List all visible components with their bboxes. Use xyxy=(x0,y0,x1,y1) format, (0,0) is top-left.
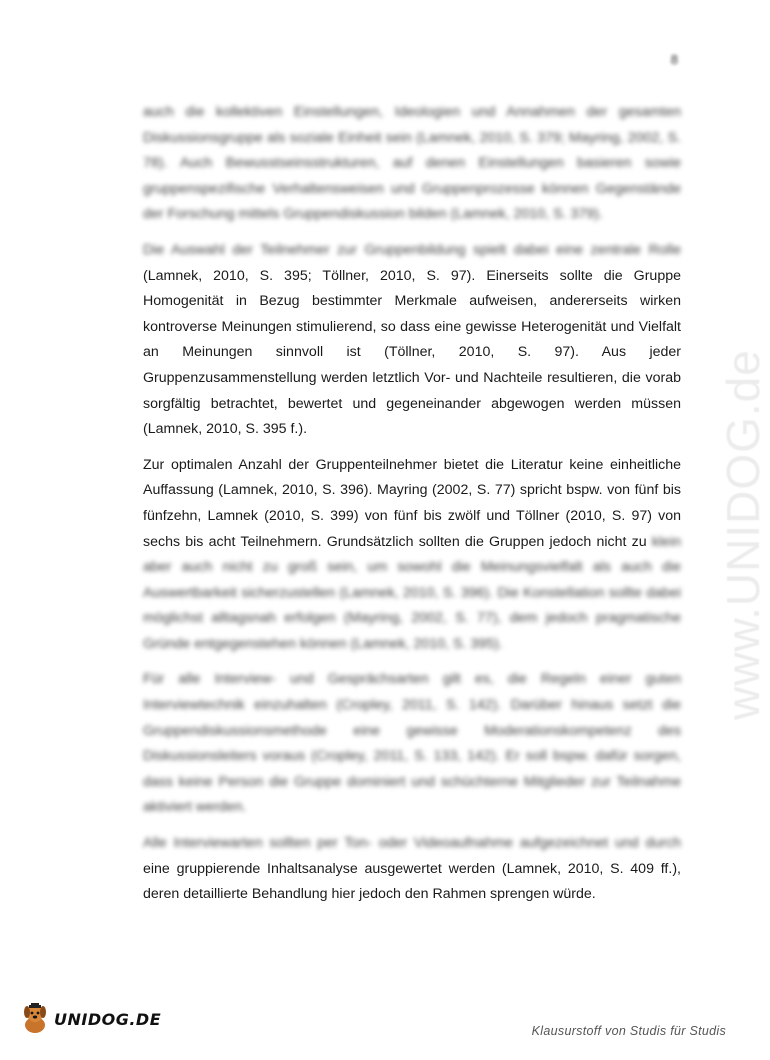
footer-tagline: Klausurstoff von Studis für Studis xyxy=(531,1024,726,1038)
paragraph-5-text: eine gruppierende Inhaltsanalyse ausgewertet werden (Lamnek, 2010, S. 409 ff.), deren detaillierte Behandlung hier jedoch den Rahmen sprengen würde. xyxy=(143,860,681,903)
paragraph-5 xyxy=(143,831,681,908)
paragraph-3-text: Zur optimalen Anzahl der Gruppenteilnehmer bietet die Literatur keine einheitliche Auffassung (Lamnek, 2010, S. 396). Mayring (2002, S. 77) spricht bspw. von fünf bis fünfzehn, Lamnek (2010, S. 399) von fünf bis zwölf und Töllner (2010, S. 97) von sechs bis acht Teilnehmern. Grundsätzlich sollten die Gruppen jedoch nicht zu xyxy=(143,456,681,550)
dog-mascot-icon xyxy=(20,1003,50,1035)
logo-text: UNIDOG.DE xyxy=(54,1009,162,1029)
watermark-text: www.UNIDOG.de xyxy=(717,349,769,720)
paragraph-1: auch die kollektiven Einstellungen, Ideologien und Annahmen der gesamten Diskussionsgruppe als soziale Einheit sein (Lamnek, 2010, S. 379; Mayring, 2002, S. 78). Auch Bewusstseinsstrukturen, auf denen Einstellungen basieren sowie gruppenspezifische Verhaltensweisen und Gruppenprozesse können Gegenstände der Forschung mittels Gruppendiskussion bilden (Lamnek, 2010, S. 379). xyxy=(143,104,681,223)
paragraph-2 xyxy=(143,238,681,443)
page-number: 8 xyxy=(670,52,678,67)
paragraph-2-text: (Lamnek, 2010, S. 395; Töllner, 2010, S. 97). Einerseits sollte die Gruppe Homogenität in Bezug bestimmter Merkmale aufweisen, andererseits wirken kontroverse Meinungen stimulierend, so dass eine gewisse Heterogenität und Vielfalt an Meinungen sinnvoll ist (Töllner, 2010, S. 97). Aus jeder Gruppenzusammenstellung werden letztlich Vor- und Nachteile resultieren, die vorab sorgfältig betrachtet, bewertet und gegeneinander abgewogen werden müssen (Lamnek, 2010, S. 395 f.). xyxy=(143,267,681,438)
document-body xyxy=(143,100,681,918)
paragraph-2-blurred-lead: Die Auswahl der Teilnehmer zur Gruppenbildung spielt dabei eine zentrale Rolle xyxy=(143,241,681,258)
unidog-logo[interactable] xyxy=(20,1002,161,1036)
paragraph-3 xyxy=(143,453,681,658)
paragraph-4: Für alle Interview- und Gesprächsarten gilt es, die Regeln einer guten Interviewtechnik einzuhalten (Cropley, 2011, S. 142). Darüber hinaus setzt die Gruppendiskussionsmethode eine gewisse Moderationskompetenz des Diskussionsleiters voraus (Cropley, 2011, S. 133, 142). Er soll bspw. dafür sorgen, dass keine Person die Gruppe dominiert und schüchterne Mitglieder zur Teilnahme aktiviert werden. xyxy=(143,671,681,816)
paragraph-5-blurred-lead: Alle Interviewarten sollten per Ton- oder Videoaufnahme aufgezeichnet und durch xyxy=(143,835,681,852)
paragraph-3-blurred-tail: klein aber auch nicht zu groß sein, um sowohl die Meinungsvielfalt als auch die Auswertbarkeit sicherzustellen (Lamnek, 2010, S. 396). Die Konstellation sollte dabei möglichst alltagsnah erfolgen (Mayring, 2002, S. 77), dem jedoch pragmatische Gründe entgegenstehen können (Lamnek, 2010, S. 395). xyxy=(143,533,681,652)
